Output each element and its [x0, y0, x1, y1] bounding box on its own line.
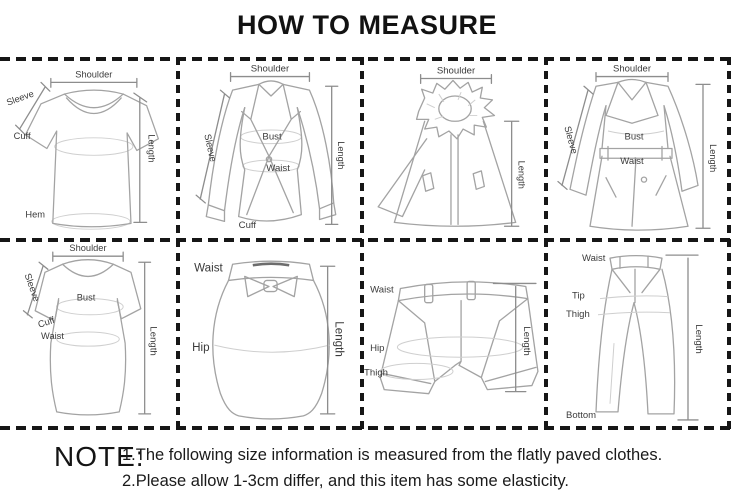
label-shoulder: Shoulder [250, 62, 290, 74]
label-shoulder: Shoulder [75, 69, 113, 80]
cape-side-flap [378, 139, 427, 217]
label-cuff: Cuff [238, 219, 257, 231]
label-hip: Hip [370, 343, 385, 355]
skirt-bow-loops [245, 276, 298, 296]
label-length: Length [707, 144, 719, 173]
blazer-collar [259, 81, 283, 96]
shorts-belt-loop-right [467, 281, 475, 299]
label-bust: Bust [76, 292, 96, 304]
shorts-thigh-line [380, 363, 453, 379]
shorts-illustration [364, 242, 544, 424]
skirt-body [213, 280, 329, 419]
panel-dress [0, 242, 174, 424]
label-shoulder: Shoulder [613, 63, 651, 74]
grid-border-bottom [0, 426, 734, 430]
t-shirt-chest-line [55, 138, 133, 156]
panel-t-shirt [0, 61, 174, 236]
cape-center-opening [451, 135, 458, 224]
label-length: Length [693, 324, 704, 354]
length-measure-line [505, 121, 519, 226]
trench-collar [618, 79, 646, 99]
dress-illustration [0, 242, 174, 424]
page-title: HOW TO MEASURE [236, 10, 497, 40]
pants-fly-pockets [612, 269, 660, 302]
note-label: NOTE: [54, 441, 145, 472]
length-measure-line [696, 84, 710, 228]
trench-illustration [548, 61, 726, 236]
label-length: Length [335, 141, 347, 170]
skirt-hip-line [214, 345, 329, 352]
label-bust: Bust [624, 131, 644, 142]
shoulder-measure-line [231, 73, 310, 82]
label-sleeve: Sleeve [21, 271, 42, 304]
label-tip: Tip [572, 290, 585, 302]
shoulder-measure-line [421, 75, 492, 84]
cape-pockets [423, 171, 485, 191]
pants-waistband [610, 256, 662, 270]
grid-border-right [727, 57, 731, 430]
t-shirt-outline [65, 90, 124, 94]
fur-collar-outer [417, 80, 495, 138]
blazer-lapels-front [242, 84, 301, 214]
panel-fur-collar-cape [364, 61, 544, 236]
label-waist: Waist [266, 162, 290, 173]
label-length: Length [332, 321, 346, 357]
dress-neck [63, 260, 114, 277]
label-hip: Hip [192, 341, 210, 355]
blazer-sleeves [208, 84, 333, 210]
label-sleeve: Sleeve [5, 88, 36, 108]
label-shoulder: Shoulder [69, 242, 107, 255]
label-length: Length [516, 160, 528, 189]
panel-pants [548, 242, 726, 424]
skirt-waistband-slot [253, 264, 289, 266]
pants-crease-lines [598, 296, 670, 404]
label-bust: Bust [262, 130, 282, 142]
label-cuff: Cuff [13, 130, 31, 141]
label-thigh: Thigh [566, 308, 590, 320]
shorts-belt-loop-left [425, 284, 433, 302]
label-waist: Waist [620, 156, 644, 167]
label-length: Length [147, 326, 159, 356]
cape-illustration [364, 61, 544, 236]
panel-blazer [180, 61, 360, 236]
label-shoulder: Shoulder [436, 64, 476, 76]
t-shirt-illustration [0, 61, 174, 236]
note-line-2: 2.Please allow 1-3cm differ, and this item has some elasticity. [122, 472, 569, 490]
trench-pockets [606, 176, 666, 197]
note-line-1: 1.The following size information is measured from the flatly paved clothes. [122, 446, 663, 464]
trench-button [641, 177, 646, 182]
shorts-cuffs [382, 367, 536, 383]
dress-waist-line [57, 332, 120, 346]
blazer-illustration [180, 61, 360, 236]
label-thigh: Thigh [364, 367, 389, 379]
label-waist: Waist [582, 253, 606, 265]
label-bottom: Bottom [566, 409, 597, 421]
label-waist: Waist [41, 330, 64, 343]
panel-shorts [364, 242, 544, 424]
fur-collar-inner [439, 96, 471, 121]
shorts-waistband [398, 282, 527, 301]
sleeve-measure-line [16, 82, 50, 134]
pants-illustration [548, 242, 726, 424]
t-shirt-neck-scoop [65, 94, 124, 113]
trench-body [590, 106, 688, 230]
note-section [122, 446, 722, 490]
length-measure-line [134, 93, 147, 222]
label-waist: Waist [194, 261, 223, 275]
panel-skirt [180, 242, 360, 424]
trench-lapels [606, 82, 658, 123]
panel-trench-coat [548, 61, 726, 236]
label-length: Length [146, 134, 157, 163]
shorts-hip-line [397, 337, 522, 357]
label-sleeve: Sleeve [562, 125, 580, 155]
shoulder-measure-line [51, 79, 137, 88]
label-cuff: Cuff [36, 314, 57, 331]
label-length: Length [520, 326, 532, 356]
skirt-illustration [180, 242, 360, 424]
label-sleeve: Sleeve [202, 132, 220, 163]
dress-body [50, 299, 125, 415]
label-waist: Waist [370, 284, 394, 296]
label-hem: Hem [25, 209, 46, 220]
